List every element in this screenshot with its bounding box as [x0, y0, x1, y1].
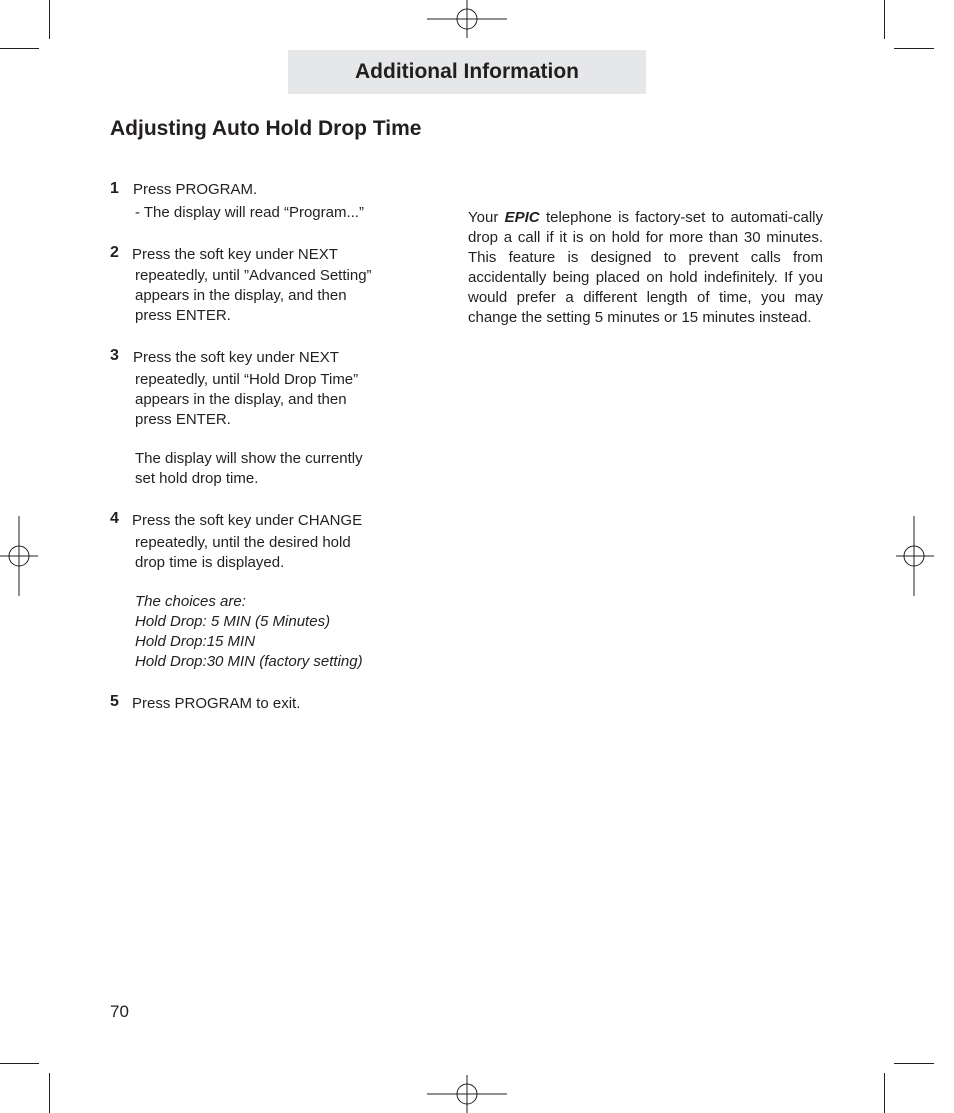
- crop-mark-bottom-right-horizontal: [894, 1063, 934, 1064]
- step-3-line-1: Press the soft key under NEXT: [133, 349, 339, 366]
- brand-name: EPIC: [504, 209, 540, 226]
- step-5-number: 5: [110, 693, 119, 710]
- crop-mark-bottom-right-vertical: [884, 1073, 885, 1113]
- step-4-line-3: drop time is displayed.: [135, 554, 285, 571]
- step-3-note-line-1: The display will show the currently: [135, 450, 363, 467]
- registration-mark-bottom: [427, 1073, 507, 1113]
- choice-item: Hold Drop: 5 MIN (5 Minutes): [135, 613, 331, 630]
- step-3-line-2: repeatedly, until “Hold Drop Time”: [135, 371, 359, 388]
- step-2-line-3: appears in the display, and then: [135, 287, 347, 304]
- step-3-note-line-2: set hold drop time.: [135, 470, 259, 487]
- step-3-number: 3: [110, 347, 119, 364]
- crop-mark-bottom-left-horizontal: [0, 1063, 39, 1064]
- step-2-number: 2: [110, 244, 119, 261]
- step-3-line-3: appears in the display, and then: [135, 391, 347, 408]
- step-2-line-4: press ENTER.: [135, 307, 231, 324]
- step-5-line-1: Press PROGRAM to exit.: [132, 695, 301, 712]
- crop-mark-bottom-left-vertical: [49, 1073, 50, 1113]
- choices-heading: The choices are:: [135, 593, 246, 610]
- header-title: Additional Information: [355, 60, 579, 83]
- page-number: 70: [110, 1002, 129, 1021]
- crop-mark-top-right-horizontal: [894, 48, 934, 49]
- crop-mark-top-left-vertical: [49, 0, 50, 39]
- step-1-line-1: Press PROGRAM.: [133, 181, 258, 198]
- intro-paragraph: [468, 208, 823, 328]
- registration-mark-top: [427, 0, 507, 40]
- crop-mark-top-left-horizontal: [0, 48, 39, 49]
- step-4-number: 4: [110, 510, 119, 527]
- choice-item: Hold Drop:15 MIN: [135, 633, 256, 650]
- section-title: Adjusting Auto Hold Drop Time: [110, 117, 422, 140]
- choice-item: Hold Drop:30 MIN (factory setting): [135, 653, 363, 670]
- header-band: [288, 50, 646, 94]
- registration-mark-left: [0, 516, 40, 596]
- step-3-line-4: press ENTER.: [135, 411, 231, 428]
- step-4-line-2: repeatedly, until the desired hold: [135, 534, 351, 551]
- registration-mark-right: [894, 516, 934, 596]
- step-4-line-1: Press the soft key under CHANGE: [132, 512, 363, 529]
- intro-before: Your: [468, 209, 505, 226]
- crop-mark-top-right-vertical: [884, 0, 885, 39]
- step-1-line-2: - The display will read “Program...”: [135, 204, 364, 221]
- step-2-line-2: repeatedly, until ”Advanced Setting”: [135, 267, 372, 284]
- intro-after: telephone is factory-set to automati-cally drop a call if it is on hold for more than 30 minutes. This feature is designed to prevent calls from accidentally being placed on hold indefinitely. If you would prefer a different length of time, you may change the setting 5 minutes or 15 minutes instead.: [468, 209, 823, 326]
- step-1-number: 1: [110, 180, 119, 197]
- step-2-line-1: Press the soft key under NEXT: [132, 246, 338, 263]
